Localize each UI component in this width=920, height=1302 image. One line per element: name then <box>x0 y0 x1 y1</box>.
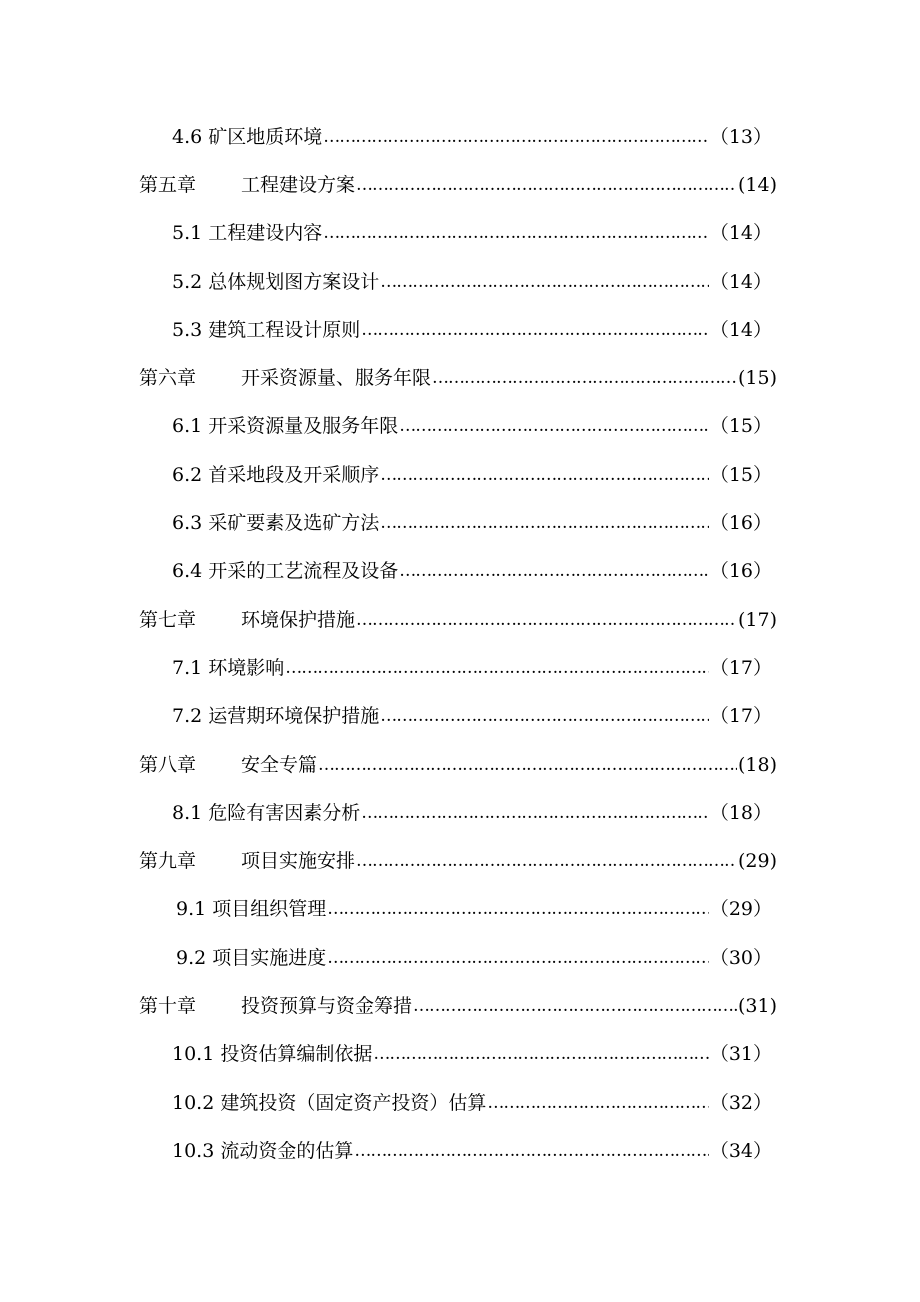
toc-chapter-5[interactable] <box>0 161 920 209</box>
toc-entry-5-2[interactable] <box>0 258 920 306</box>
toc-leader-dots <box>285 660 709 677</box>
toc-entry-title: 6.1 开采资源量及服务年限 <box>172 415 399 438</box>
toc-leader-dots <box>327 901 709 918</box>
toc-entry-7-1[interactable] <box>0 644 920 692</box>
toc-entry-page: （18） <box>709 801 772 824</box>
toc-entry-8-1[interactable] <box>0 789 920 837</box>
toc-leader-dots <box>356 177 737 194</box>
toc-chapter-title: 投资预算与资金筹措 <box>241 994 413 1017</box>
toc-leader-dots <box>361 322 709 339</box>
toc-entry-page: （14） <box>709 318 772 341</box>
toc-entry-title: 5.2 总体规划图方案设计 <box>172 270 380 293</box>
toc-chapter-page: (15) <box>737 367 777 390</box>
toc-leader-dots <box>432 370 737 387</box>
toc-entry-page: （17） <box>709 656 772 679</box>
toc-leader-dots <box>323 225 709 242</box>
toc-chapter-6[interactable] <box>0 354 920 402</box>
toc-entry-title: 5.3 建筑工程设计原则 <box>172 318 361 341</box>
toc-entry-title: 4.6 矿区地质环境 <box>172 125 323 148</box>
toc-entry-5-1[interactable] <box>0 210 920 258</box>
toc-entry-6-4[interactable] <box>0 548 920 596</box>
toc-chapter-page: (17) <box>737 608 777 631</box>
toc-leader-dots <box>323 129 709 146</box>
toc-chapter-page: (29) <box>737 850 777 873</box>
toc-chapter-10[interactable] <box>0 982 920 1030</box>
toc-entry-title: 6.2 首采地段及开采顺序 <box>172 463 380 486</box>
toc-entry-title: 9.1 项目组织管理 <box>176 898 327 921</box>
toc-entry-10-3[interactable] <box>0 1127 920 1175</box>
toc-entry-page: （34） <box>709 1139 772 1162</box>
toc-entry-page: （15） <box>709 463 772 486</box>
toc-entry-10-1[interactable] <box>0 1031 920 1079</box>
toc-entry-7-2[interactable] <box>0 693 920 741</box>
toc-entry-page: （15） <box>709 415 772 438</box>
toc-chapter-title: 环境保护措施 <box>241 608 356 631</box>
toc-chapter-number: 第八章 <box>139 753 197 776</box>
toc-entry-title: 10.3 流动资金的估算 <box>172 1139 354 1162</box>
toc-entry-title: 7.1 环境影响 <box>172 656 285 679</box>
toc-entry-title: 9.2 项目实施进度 <box>176 946 327 969</box>
toc-leader-dots <box>399 418 709 435</box>
toc-entry-5-3[interactable] <box>0 306 920 354</box>
toc-entry-title: 7.2 运营期环境保护措施 <box>172 705 380 728</box>
toc-chapter-title: 开采资源量、服务年限 <box>241 367 432 390</box>
toc-chapter-number: 第五章 <box>139 173 197 196</box>
toc-entry-6-2[interactable] <box>0 451 920 499</box>
toc-leader-dots <box>356 853 737 870</box>
toc-entry-page: （29） <box>709 898 772 921</box>
toc-leader-dots <box>380 467 709 484</box>
toc-entry-page: （16） <box>709 560 772 583</box>
toc-leader-dots <box>373 1046 708 1063</box>
toc-entry-4-6[interactable] <box>0 113 920 161</box>
toc-entry-9-2[interactable] <box>0 934 920 982</box>
toc-chapter-number: 第十章 <box>139 994 197 1017</box>
toc-leader-dots <box>487 1095 708 1112</box>
toc-leader-dots <box>356 612 737 629</box>
toc-leader-dots <box>361 805 709 822</box>
toc-entry-title: 10.2 建筑投资（固定资产投资）估算 <box>172 1091 487 1114</box>
toc-entry-page: （32） <box>709 1091 772 1114</box>
toc-leader-dots <box>380 515 709 532</box>
toc-chapter-title: 项目实施安排 <box>241 850 356 873</box>
toc-chapter-8[interactable] <box>0 741 920 789</box>
toc-leader-dots <box>413 998 737 1015</box>
toc-entry-10-2[interactable] <box>0 1079 920 1127</box>
toc-entry-title: 5.1 工程建设内容 <box>172 222 323 245</box>
toc-chapter-9[interactable] <box>0 837 920 885</box>
toc-entry-page: （14） <box>709 222 772 245</box>
toc-chapter-7[interactable] <box>0 596 920 644</box>
toc-entry-6-1[interactable] <box>0 403 920 451</box>
toc-chapter-title: 工程建设方案 <box>241 173 356 196</box>
table-of-contents <box>0 113 920 1176</box>
toc-entry-title: 10.1 投资估算编制依据 <box>172 1043 373 1066</box>
toc-leader-dots <box>318 757 737 774</box>
toc-chapter-number: 第六章 <box>139 367 197 390</box>
toc-chapter-page: (18) <box>737 753 777 776</box>
toc-entry-6-3[interactable] <box>0 499 920 547</box>
toc-chapter-page: (14) <box>737 173 777 196</box>
toc-leader-dots <box>399 563 709 580</box>
toc-chapter-title: 安全专篇 <box>241 753 318 776</box>
toc-entry-title: 8.1 危险有害因素分析 <box>172 801 361 824</box>
toc-entry-page: （30） <box>709 946 772 969</box>
toc-entry-page: （31） <box>709 1043 772 1066</box>
toc-leader-dots <box>354 1143 708 1160</box>
toc-leader-dots <box>380 274 709 291</box>
toc-entry-title: 6.3 采矿要素及选矿方法 <box>172 512 380 535</box>
toc-entry-page: （17） <box>709 705 772 728</box>
toc-chapter-page: (31) <box>737 994 777 1017</box>
toc-entry-page: （16） <box>709 512 772 535</box>
toc-entry-9-1[interactable] <box>0 886 920 934</box>
toc-entry-title: 6.4 开采的工艺流程及设备 <box>172 560 399 583</box>
toc-leader-dots <box>327 950 709 967</box>
toc-entry-page: （13） <box>709 125 772 148</box>
toc-chapter-number: 第九章 <box>139 850 197 873</box>
toc-chapter-number: 第七章 <box>139 608 197 631</box>
toc-leader-dots <box>380 708 709 725</box>
toc-entry-page: （14） <box>709 270 772 293</box>
